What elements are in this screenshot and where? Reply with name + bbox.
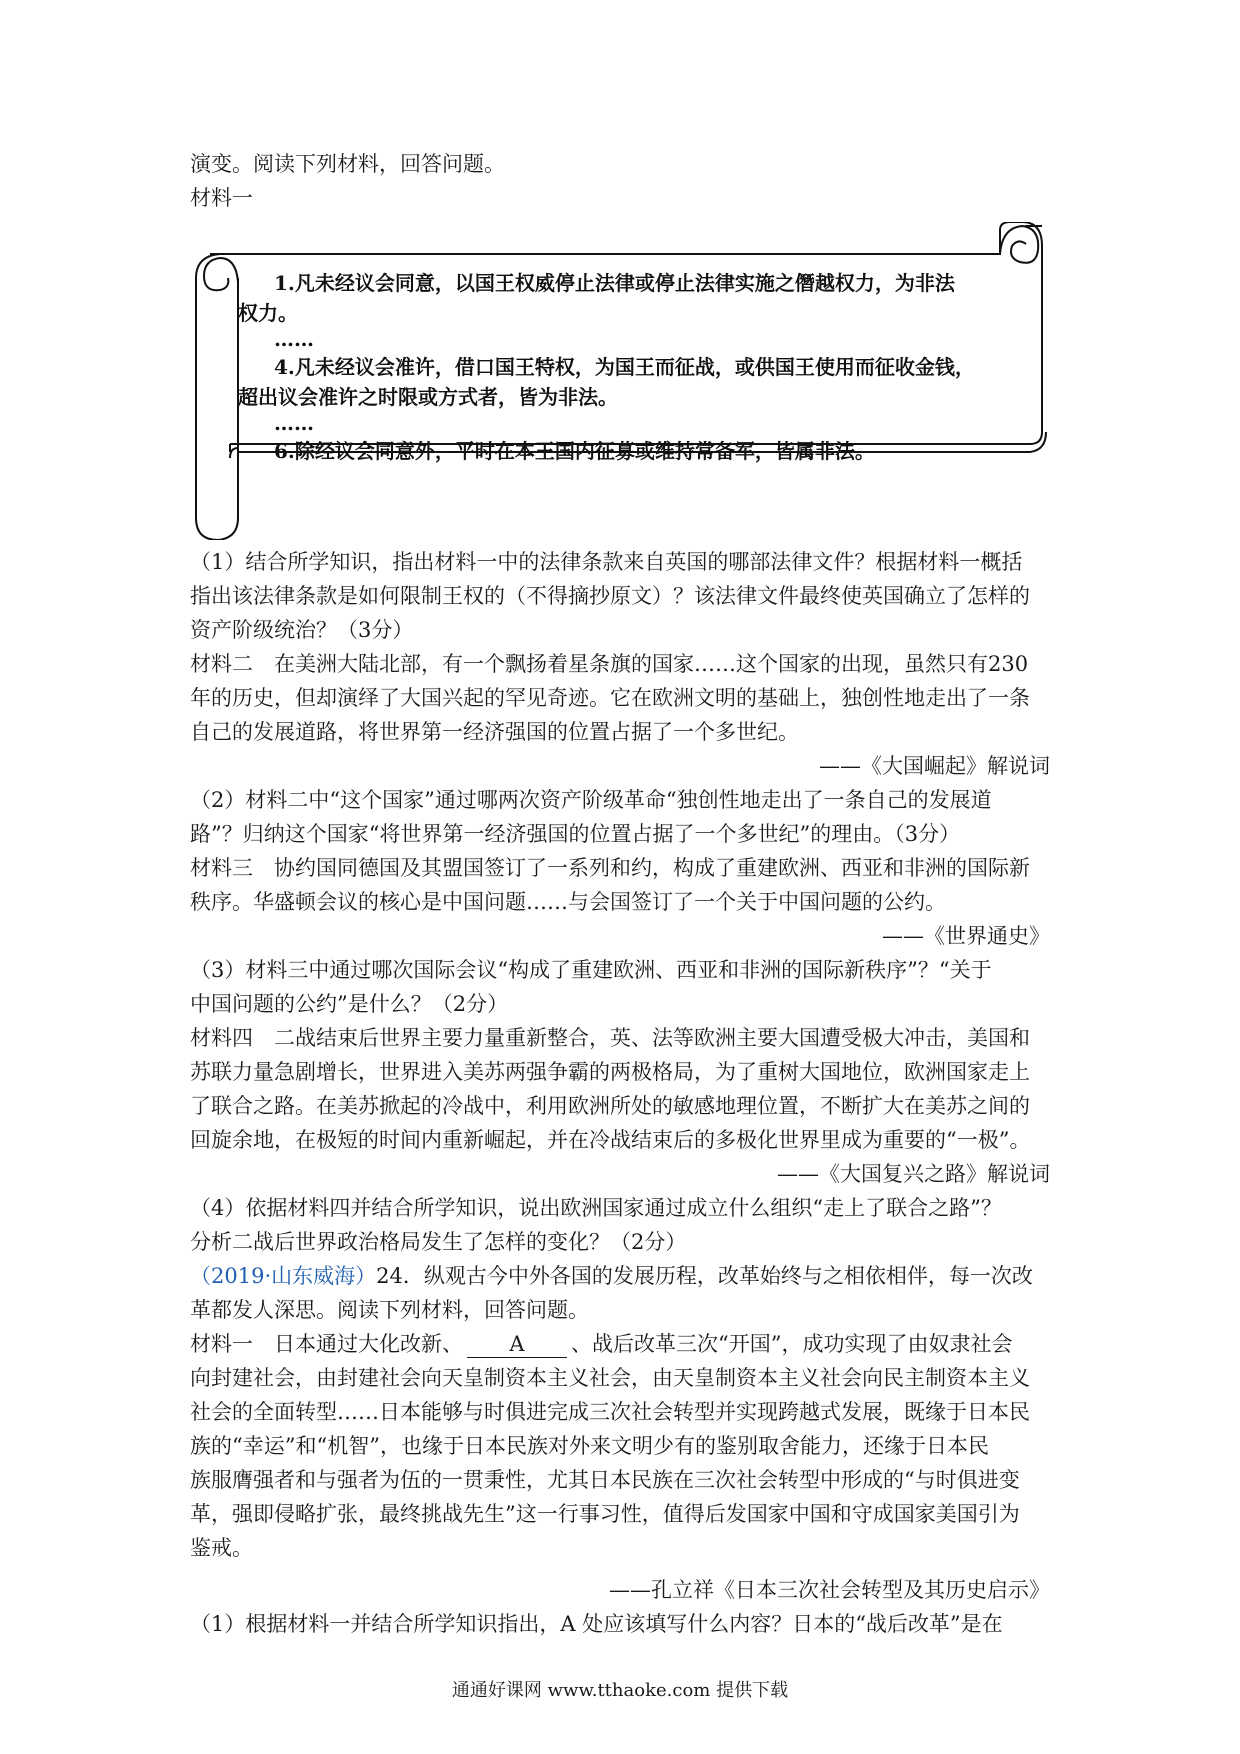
clause-4-line-a: 4.凡未经议会准许，借口国王特权，为国王而征战，或供国王使用而征收金钱，: [274, 355, 975, 379]
material-4-line-4: 回旋余地，在极短的时间内重新崛起，并在冷战结束后的多极化世界里成为重要的“一极”。: [190, 1128, 1031, 1152]
question-2-line-2: 路”？归纳这个国家“将世界第一经济强国的位置占据了一个多世纪”的理由。（3分）: [190, 822, 961, 846]
question-4-line-2: 分析二战后世界政治格局发生了怎样的变化？（2分）: [190, 1230, 687, 1254]
fill-in-blank-a: A: [467, 1331, 567, 1358]
q24-material-1-line-2: 向封建社会，由封建社会向天皇制资本主义社会，由天皇制资本主义社会向民主制资本主义: [190, 1366, 1030, 1390]
material-2-source: ——《大国崛起》解说词: [819, 754, 1050, 778]
q24-material-1-line-4: 族的“幸运”和“机智”，也缘于日本民族对外来文明少有的鉴别取舍能力，还缘于日本民: [190, 1434, 989, 1458]
question-24-text: 24．纵观古今中外各国的发展历程，改革始终与之相依相伴，每一次改: [376, 1264, 1033, 1288]
q24-material-1-line-6: 革，强即侵略扩张，最终挑战先生”这一行事习性，值得后发国家中国和守成国家美国引为: [190, 1502, 1020, 1526]
question-3-line-1: （3）材料三中通过哪次国际会议“构成了重建欧洲、西亚和非洲的国际新秩序”？“关于: [190, 958, 992, 982]
question-1-line-2: 指出该法律条款是如何限制王权的（不得摘抄原文）？该法律文件最终使英国确立了怎样的: [190, 584, 1030, 608]
ellipsis-1: ……: [274, 327, 314, 351]
material-one-label: 材料一: [190, 186, 253, 210]
scroll-illustration: [190, 222, 1060, 540]
material-2-line-2: 年的历史，但却演绎了大国兴起的罕见奇迹。它在欧洲文明的基础上，独创性地走出了一条: [190, 686, 1030, 710]
q24-material-1-line-3: 社会的全面转型……日本能够与时俱进完成三次社会转型并实现跨越式发展，既缘于日本民: [190, 1400, 1030, 1424]
q24-question-1-line-1: （1）根据材料一并结合所学知识指出，A 处应该填写什么内容？日本的“战后改革”是在: [190, 1612, 1003, 1636]
question-1-line-1: （1）结合所学知识，指出材料一中的法律条款来自英国的哪部法律文件？根据材料一概括: [190, 550, 1023, 574]
clause-6: 6.除经议会同意外，平时在本王国内征募或维持常备军，皆属非法。: [274, 439, 875, 463]
question-3-line-2: 中国问题的公约”是什么？（2分）: [190, 992, 509, 1016]
clause-1-line-b: 权力。: [238, 301, 298, 325]
question-24-line-2: 革都发人深思。阅读下列材料，回答问题。: [190, 1298, 589, 1322]
question-4-line-1: （4）依据材料四并结合所学知识，说出欧洲国家通过成立什么组织“走上了联合之路”？: [190, 1196, 1002, 1220]
clause-4-line-b: 超出议会准许之时限或方式者，皆为非法。: [238, 385, 618, 409]
question-24-heading: [190, 1260, 1060, 1293]
intro-line: 演变。阅读下列材料，回答问题。: [190, 152, 505, 176]
material-2-line-3: 自己的发展道路，将世界第一经济强国的位置占据了一个多世纪。: [190, 720, 799, 744]
q24-material-1-line-7: 鉴戒。: [190, 1536, 253, 1560]
material-3-line-1: 材料三 协约国同德国及其盟国签订了一系列和约，构成了重建欧洲、西亚和非洲的国际新: [190, 856, 1030, 880]
material-4-source: ——《大国复兴之路》解说词: [777, 1162, 1050, 1186]
q24-material-1-pre: 材料一 日本通过大化改新、: [190, 1332, 463, 1356]
q24-material-1-post: 、战后改革三次“开国”，成功实现了由奴隶社会: [571, 1332, 1013, 1356]
material-4-line-2: 苏联力量急剧增长，世界进入美苏两强争霸的两极格局，为了重树大国地位，欧洲国家走上: [190, 1060, 1030, 1084]
question-24-source-tag: （2019·山东威海）: [190, 1264, 377, 1288]
material-3-line-2: 秩序。华盛顿会议的核心是中国问题……与会国签订了一个关于中国问题的公约。: [190, 890, 946, 914]
q24-material-1-line-1: [190, 1328, 1060, 1361]
material-4-line-1: 材料四 二战结束后世界主要力量重新整合，英、法等欧洲主要大国遭受极大冲击，美国和: [190, 1026, 1030, 1050]
material-3-source: ——《世界通史》: [882, 924, 1050, 948]
material-2-line-1: 材料二 在美洲大陆北部，有一个飘扬着星条旗的国家……这个国家的出现，虽然只有230: [190, 652, 1029, 676]
question-2-line-1: （2）材料二中“这个国家”通过哪两次资产阶级革命“独创性地走出了一条自己的发展道: [190, 788, 992, 812]
q24-material-1-source: ——孔立祥《日本三次社会转型及其历史启示》: [609, 1578, 1050, 1602]
q24-material-1-line-5: 族服膺强者和与强者为伍的一贯秉性，尤其日本民族在三次社会转型中形成的“与时俱进变: [190, 1468, 1020, 1492]
question-1-line-3: 资产阶级统治？（3分）: [190, 618, 414, 642]
page-footer: 通通好课网 www.tthaoke.com 提供下载: [451, 1680, 789, 1701]
ellipsis-2: ……: [274, 411, 314, 435]
material-4-line-3: 了联合之路。在美苏掀起的冷战中，利用欧洲所处的敏感地理位置，不断扩大在美苏之间的: [190, 1094, 1030, 1118]
clause-1-line-a: 1.凡未经议会同意，以国王权威停止法律或停止法律实施之僭越权力，为非法: [274, 271, 955, 295]
